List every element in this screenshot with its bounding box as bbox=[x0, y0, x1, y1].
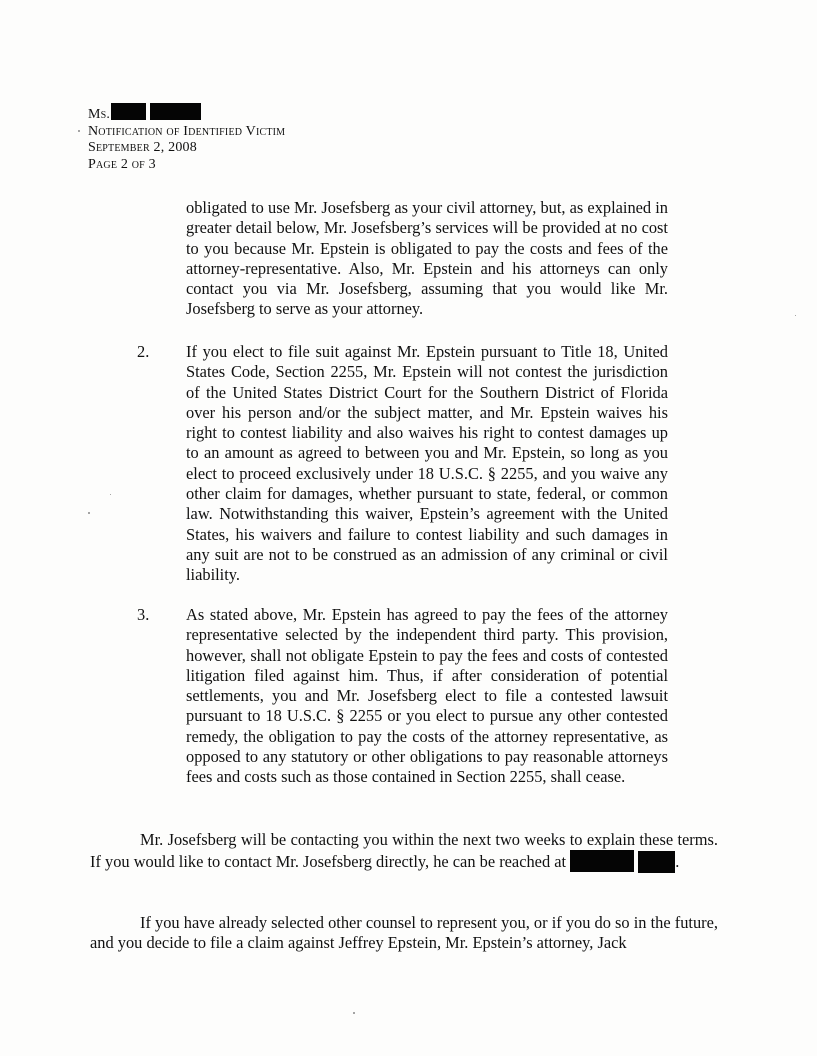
continuation-paragraph: obligated to use Mr. Josefsberg as your civil attorney, but, as explained in greater detail below, Mr. Josefsberg’s services will be provided at no cost to you because Mr. Epstein is obligated to pay the costs and fees of the attorney-representative. Also, Mr. Epstein and his attorneys can only contact you via Mr. Josefsberg, assuming that you would like Mr. Josefsberg to serve as your attorney. bbox=[186, 198, 668, 319]
redaction-box bbox=[150, 103, 201, 120]
scan-speck bbox=[110, 494, 111, 495]
letter-header bbox=[88, 103, 285, 173]
scan-speck bbox=[88, 512, 90, 514]
scan-speck bbox=[353, 1012, 355, 1014]
salutation: Ms. bbox=[88, 107, 111, 122]
redaction-box bbox=[638, 851, 675, 873]
item-number: 3. bbox=[137, 605, 150, 624]
redaction-box bbox=[570, 850, 634, 872]
scan-speck bbox=[78, 130, 80, 132]
other-counsel-text: If you have already selected other counsel to represent you, or if you do so in the future, and you decide to file a claim against Jeffrey Epstein, Mr. Epstein’s attorney, Jack bbox=[90, 913, 718, 953]
contact-text: Mr. Josefsberg will be contacting you within the next two weeks to explain these terms. If you would like to contact Mr. Josefsberg directly, he can be reached at bbox=[90, 830, 718, 872]
scan-speck bbox=[795, 315, 796, 316]
contact-end: . bbox=[675, 852, 680, 872]
date-line: September 2, 2008 bbox=[88, 140, 197, 155]
contact-paragraph bbox=[90, 830, 718, 873]
subject-line: Notification of Identified Victim bbox=[88, 123, 286, 139]
item-number: 2. bbox=[137, 342, 150, 361]
numbered-paragraph-3: As stated above, Mr. Epstein has agreed to pay the fees of the attorney representative selected by the independent third party. This provision, however, shall not obligate Epstein to pay the fees and costs of contested litigation filed against him. Thus, if after consideration of potential settlements, you and Mr. Josefsberg elect to file a contested lawsuit pursuant to 18 U.S.C. § 2255 or you elect to pursue any other contested remedy, the obligation to pay the costs of the attorney representative, as opposed to any statutory or other obligations to pay reasonable attorneys fees and costs such as those contained in Section 2255, shall cease. bbox=[186, 605, 668, 787]
redaction-box bbox=[111, 103, 146, 120]
numbered-paragraph-2: If you elect to file suit against Mr. Epstein pursuant to Title 18, United States Code, Section 2255, Mr. Epstein will not contest the jurisdiction of the United States District Court for the Southern District of Florida over his person and/or the subject matter, and Mr. Epstein waives his right to contest liability and also waives his right to contest damages up to an amount as agreed to between you and Mr. Epstein, so long as you elect to proceed exclusively under 18 U.S.C. § 2255, and you waive any other claim for damages, whether pursuant to state, federal, or common law. Notwithstanding this waiver, Epstein’s agreement with the United States, his waivers and failure to contest liability and such damages in any suit are not to be construed as an admission of any criminal or civil liability. bbox=[186, 342, 668, 585]
recipient-line bbox=[88, 103, 285, 124]
page-number: Page 2 of 3 bbox=[88, 156, 156, 172]
other-counsel-paragraph bbox=[90, 913, 718, 954]
